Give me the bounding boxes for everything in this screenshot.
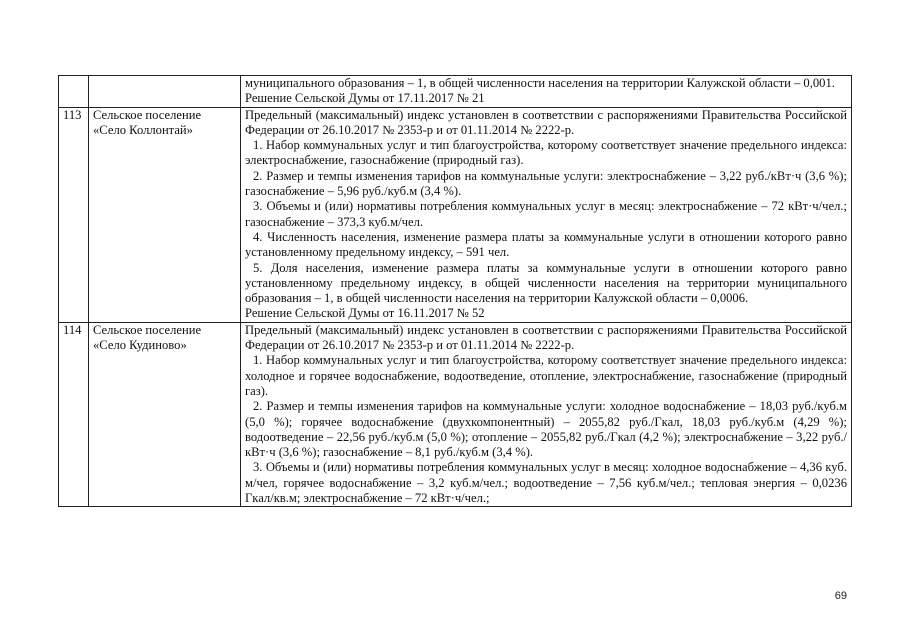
paragraph: муниципального образования – 1, в общей численности населения на территории Калужской области – 0,001. xyxy=(245,76,835,90)
paragraph: Предельный (максимальный) индекс установлен в соответствии с распоряжениями Правительства Российской Федерации от 26.10.2017 № 2353-р и от 01.11.2014 № 2222-р. xyxy=(245,107,847,137)
row-text xyxy=(241,76,852,108)
page-number: 69 xyxy=(834,590,847,602)
settlement-name: Сельское поселение «Село Коллонтай» xyxy=(89,107,241,322)
paragraph: 3. Объемы и (или) нормативы потребления коммунальных услуг в месяц: электроснабжение – 72 кВт·ч/чел.; газоснабжение – 373,3 куб.м/чел. xyxy=(245,199,847,229)
paragraph: 4. Численность населения, изменение размера платы за коммунальные услуги в отношении которого равно установленному предельному индексу, – 591 чел. xyxy=(245,229,847,260)
table-row xyxy=(59,107,852,322)
paragraph: 2. Размер и темпы изменения тарифов на коммунальные услуги: электроснабжение – 3,22 руб./кВт·ч (3,6 %); газоснабжение – 5,96 руб./куб.м (3,4 %). xyxy=(245,168,847,199)
paragraph: 2. Размер и темпы изменения тарифов на коммунальные услуги: холодное водоснабжение – 18,03 руб./куб.м (5,0 %); горячее водоснабжение (двухкомпонентный) – 2055,82 руб./Гкал, 18,03 руб./куб.м (4,29 %); водоотведение – 22,56 руб./куб.м (5,0 %); отопление – 2055,82 руб./Гкал (4,2 %); электроснабжение – 3,22 руб./кВт·ч (3,6 %); газоснабжение – 8,1 руб./куб.м (3,4 %). xyxy=(245,399,847,460)
paragraph: 1. Набор коммунальных услуг и тип благоустройства, которому соответствует значение предельного индекса: холодное и горячее водоснабжение, водоотведение, отопление, электроснабжение, газоснабжение (природный газ). xyxy=(245,353,847,398)
row-number: 113 xyxy=(59,107,89,322)
row-text xyxy=(241,322,852,507)
table-row xyxy=(59,322,852,507)
table-row xyxy=(59,76,852,108)
row-number: 114 xyxy=(59,322,89,507)
document-table xyxy=(58,75,852,507)
paragraph: 1. Набор коммунальных услуг и тип благоустройства, которому соответствует значение предельного индекса: электроснабжение, газоснабжение (природный газ). xyxy=(245,138,847,168)
paragraph: 3. Объемы и (или) нормативы потребления коммунальных услуг в месяц: холодное водоснабжение – 4,36 куб. м/чел, горячее водоснабжение – 3,2 куб.м/чел.; водоотведение – 7,56 куб.м/чел.; тепловая энергия – 0,0236 Гкал/кв.м; электроснабжение – 72 кВт·ч/чел.; xyxy=(245,460,847,506)
paragraph: Предельный (максимальный) индекс установлен в соответствии с распоряжениями Правительства Российской Федерации от 26.10.2017 № 2353-р и от 01.11.2014 № 2222-р. xyxy=(245,322,847,353)
paragraph: 5. Доля населения, изменение размера платы за коммунальные услуги в отношении которого равно установленному предельному индексу, в общей численности населения на территории муниципального образования – 1, в общей численности населения на территории Калужской области – 0,0006. xyxy=(245,260,847,306)
decision-reference: Решение Сельской Думы от 16.11.2017 № 52 xyxy=(245,306,485,321)
row-text xyxy=(241,107,852,322)
row-number xyxy=(59,76,89,108)
decision-reference: Решение Сельской Думы от 17.11.2017 № 21 xyxy=(245,91,485,106)
settlement-name xyxy=(89,76,241,108)
settlement-name: Сельское поселение «Село Кудиново» xyxy=(89,322,241,507)
